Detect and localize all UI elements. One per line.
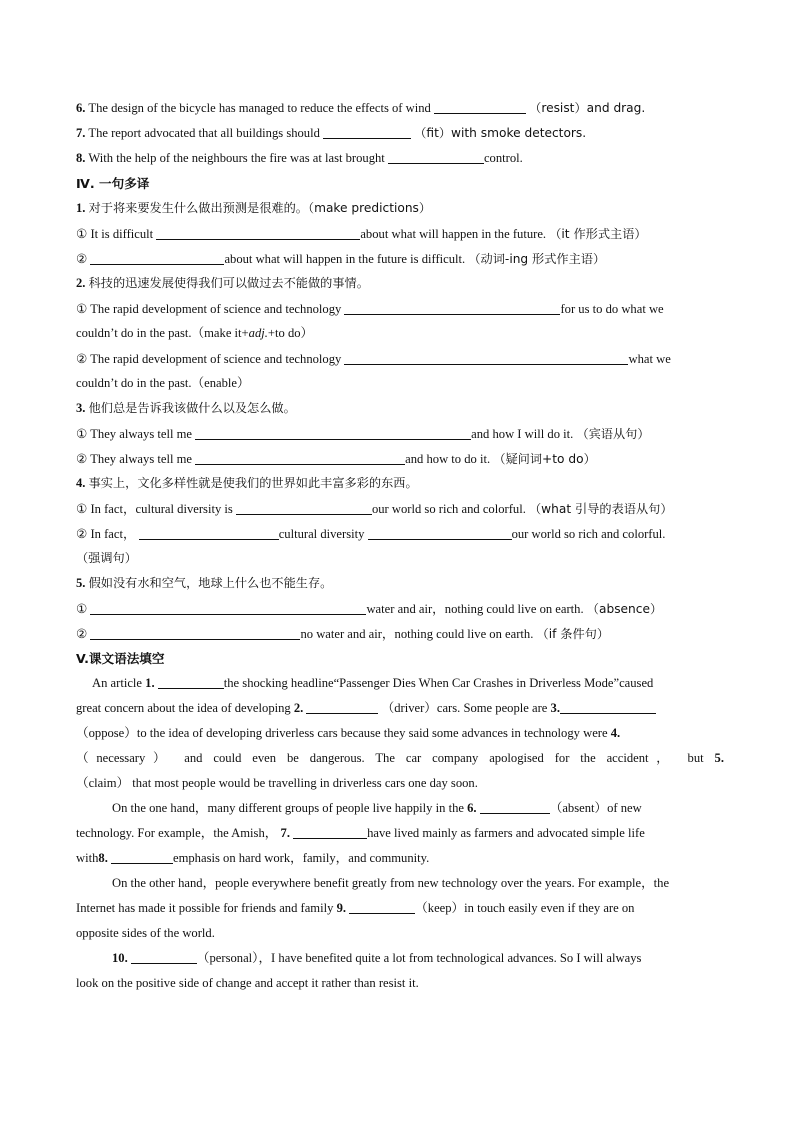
item-number: 5. <box>76 576 86 590</box>
sentence-start: The rapid development of science and technology <box>90 352 342 366</box>
sentence-start: It is difficult <box>90 227 154 241</box>
word-hint: （resist）and drag. <box>529 101 646 115</box>
question-number: 8. <box>76 151 86 165</box>
translation-item-1 <box>76 196 724 221</box>
question-7 <box>76 121 724 146</box>
translation-2-version-1-cont <box>76 321 724 346</box>
sentence-end: our world so rich and colorful. <box>371 502 526 516</box>
question-text: With the help of the neighbours the fire was at last brought <box>88 151 385 165</box>
passage-text: （claim） that most people would be travelling in driverless cars one day soon. <box>76 776 478 790</box>
passage-text: （driver）cars. Some people are <box>381 701 548 715</box>
passage-text: great concern about the idea of developing <box>76 701 291 715</box>
grammar-hint: （what 引导的表语从句） <box>529 502 673 516</box>
passage-text: opposite sides of the world. <box>76 926 215 940</box>
translation-3-version-1 <box>76 421 724 446</box>
item-number: 3. <box>76 401 86 415</box>
sentence-continuation: couldn’t do in the past.（enable） <box>76 376 250 390</box>
passage-p2-line-1 <box>76 796 724 821</box>
translation-1-version-1 <box>76 221 724 246</box>
answer-blank[interactable] <box>293 824 367 839</box>
passage-text: have lived mainly as farmers and advocated simple life <box>367 826 645 840</box>
blank-number: 7. <box>280 826 290 840</box>
passage-text: even <box>252 751 277 765</box>
item-number: 1. <box>76 201 86 215</box>
sentence-end: for us to do what we <box>560 302 664 316</box>
passage-p1-line-1 <box>76 671 724 696</box>
answer-blank[interactable] <box>195 425 471 440</box>
blank-number: 2. <box>293 701 304 715</box>
passage-p2-line-3 <box>76 846 724 871</box>
sentence-end: about what will happen in the future is difficult. <box>224 252 466 266</box>
item-number: 4. <box>76 476 86 490</box>
circled-number: ① <box>76 426 88 441</box>
blank-number: 1. <box>145 676 155 690</box>
passage-text: apologised <box>489 751 544 765</box>
word-hint: （fit）with smoke detectors. <box>414 126 587 140</box>
passage-text: An article <box>92 676 142 690</box>
circled-number: ① <box>76 301 88 316</box>
sentence-end: water and air，nothing could live on earth. <box>366 602 584 616</box>
blank-number: 5. <box>714 751 724 765</box>
translation-5-version-2 <box>76 621 724 646</box>
translation-4-version-2 <box>76 521 724 546</box>
question-text: The design of the bicycle has managed to reduce the effects of wind <box>88 101 431 115</box>
answer-blank[interactable] <box>344 300 560 315</box>
blank-number: 8. <box>98 851 108 865</box>
question-text-end: control. <box>483 151 523 165</box>
question-number: 7. <box>76 126 86 140</box>
grammar-hint: （宾语从句） <box>576 427 650 441</box>
chinese-sentence: 他们总是告诉我该做什么以及怎么做。 <box>88 401 296 415</box>
question-8 <box>76 146 724 171</box>
section-heading-cloze: V.课文语法填空 <box>76 651 165 666</box>
passage-text: company <box>432 751 479 765</box>
translation-1-version-2 <box>76 246 724 271</box>
answer-blank[interactable] <box>306 699 378 714</box>
passage-text: （absent）of new <box>549 801 642 815</box>
answer-blank[interactable] <box>195 450 405 465</box>
answer-blank[interactable] <box>344 350 628 365</box>
passage-text: accident， <box>606 751 677 765</box>
translation-5-version-1 <box>76 596 724 621</box>
passage-text: The <box>375 751 395 765</box>
sentence-end: and how I will do it. <box>471 427 574 441</box>
passage-text: the <box>580 751 596 765</box>
passage-text: with <box>76 851 99 865</box>
blank-number: 9. <box>336 901 347 915</box>
grammar-hint: （it 作形式主语） <box>549 227 647 241</box>
answer-blank[interactable] <box>368 525 512 540</box>
answer-blank[interactable] <box>90 250 224 265</box>
passage-p2-line-2 <box>76 821 724 846</box>
passage-text: technology. For example，the Amish， <box>76 826 278 840</box>
answer-blank[interactable] <box>158 674 224 689</box>
answer-blank[interactable] <box>139 525 279 540</box>
grammar-hint: （强调句） <box>76 551 137 565</box>
passage-text: look on the positive side of change and accept it rather than resist it. <box>76 976 419 990</box>
passage-text: （keep）in touch easily even if they are on <box>415 901 635 915</box>
blank-number: 3. <box>550 701 560 715</box>
passage-text: （necessary） <box>76 751 174 765</box>
passage-text: and <box>184 751 203 765</box>
answer-blank[interactable] <box>388 149 484 164</box>
adj-abbrev: adj. <box>248 326 268 340</box>
answer-blank[interactable] <box>90 625 300 640</box>
worksheet-content <box>76 96 724 996</box>
item-number: 2. <box>76 276 86 290</box>
answer-blank[interactable] <box>236 500 372 515</box>
answer-blank[interactable] <box>90 600 366 615</box>
passage-p1-line-4 <box>76 746 724 771</box>
sentence-end: what we <box>628 352 671 366</box>
answer-blank[interactable] <box>349 899 415 914</box>
question-number: 6. <box>76 101 86 115</box>
passage-text: could <box>213 751 242 765</box>
blank-number: 6. <box>467 801 477 815</box>
sentence-end: about what will happen in the future. <box>360 227 547 241</box>
sentence-start: They always tell me <box>90 427 192 441</box>
answer-blank[interactable] <box>131 949 197 964</box>
passage-text: （oppose）to the idea of developing driverless cars because they said some advances in technology were <box>76 726 608 740</box>
translation-item-3 <box>76 396 724 421</box>
question-text: The report advocated that all buildings should <box>88 126 320 140</box>
passage-p4-line-2 <box>76 971 724 996</box>
translation-item-5 <box>76 571 724 596</box>
translation-2-version-1 <box>76 296 724 321</box>
translation-item-4 <box>76 471 724 496</box>
circled-number: ① <box>76 601 88 616</box>
section-heading-translation: Ⅳ. 一句多译 <box>76 176 150 191</box>
blank-number: 10. <box>112 951 128 965</box>
chinese-sentence: 假如没有水和空气，地球上什么也不能生存。 <box>88 576 333 590</box>
answer-blank[interactable] <box>156 225 360 240</box>
sentence-continuation: couldn’t do in the past.（make it+ <box>76 326 249 340</box>
passage-text: （personal），I have benefited quite a lot from technological advances. So I will always <box>196 951 642 965</box>
passage-text: emphasis on hard work，family，and community. <box>173 851 430 865</box>
circled-number: ① <box>76 501 88 516</box>
passage-text: dangerous. <box>309 751 365 765</box>
sentence-middle: cultural diversity <box>278 527 365 541</box>
circled-number: ② <box>76 351 88 366</box>
passage-text: the shocking headline“Passenger Dies When Car Crashes in Driverless Mode”caused <box>223 676 654 690</box>
chinese-sentence: 科技的迅速发展使得我们可以做过去不能做的事情。 <box>88 276 369 290</box>
passage-text: Internet has made it possible for friends and family <box>76 901 334 915</box>
passage-text: On the one hand，many different groups of people live happily in the <box>112 801 464 815</box>
sentence-start: In fact， <box>90 527 136 541</box>
translation-2-version-2 <box>76 346 724 371</box>
passage-p1-line-3 <box>76 721 724 746</box>
translation-2-version-2-cont <box>76 371 724 396</box>
grammar-hint: （if 条件句） <box>536 627 610 641</box>
circled-number: ② <box>76 451 88 466</box>
chinese-sentence: 事实上，文化多样性就是使我们的世界如此丰富多彩的东西。 <box>88 476 418 490</box>
sentence-start: The rapid development of science and technology <box>90 302 342 316</box>
answer-blank[interactable] <box>111 849 173 864</box>
passage-text: On the other hand，people everywhere benefit greatly from new technology over the years. For example，the <box>112 876 670 890</box>
answer-blank[interactable] <box>434 99 526 114</box>
chinese-sentence: 对于将来要发生什么做出预测是很难的。（make predictions） <box>88 201 432 215</box>
sentence-continuation-end: +to do） <box>267 326 314 340</box>
grammar-hint: （疑问词+to do） <box>493 452 596 466</box>
sentence-start: They always tell me <box>90 452 192 466</box>
sentence-end: and how to do it. <box>405 452 491 466</box>
translation-3-version-2 <box>76 446 724 471</box>
circled-number: ② <box>76 626 88 641</box>
circled-number: ① <box>76 226 88 241</box>
grammar-hint: （动词-ing 形式作主语） <box>468 252 606 266</box>
passage-p3-line-3 <box>76 921 724 946</box>
passage-p1-line-2 <box>76 696 724 721</box>
grammar-hint: （absence） <box>586 602 663 616</box>
passage-p1-line-5 <box>76 771 724 796</box>
passage-text: for <box>554 751 570 765</box>
passage-p4-line-1 <box>76 946 724 971</box>
circled-number: ② <box>76 526 88 541</box>
question-6 <box>76 96 724 121</box>
passage-text: but <box>687 751 704 765</box>
translation-4-version-2-cont <box>76 546 724 571</box>
translation-item-2 <box>76 271 724 296</box>
passage-p3-line-1 <box>76 871 724 896</box>
answer-blank[interactable] <box>323 124 411 139</box>
sentence-end: our world so rich and colorful. <box>511 527 666 541</box>
passage-text: car <box>405 751 422 765</box>
sentence-end: no water and air，nothing could live on earth. <box>300 627 534 641</box>
translation-4-version-1 <box>76 496 724 521</box>
passage-text: be <box>286 751 299 765</box>
sentence-start: In fact，cultural diversity is <box>90 502 233 516</box>
passage-p3-line-2 <box>76 896 724 921</box>
circled-number: ② <box>76 251 88 266</box>
answer-blank[interactable] <box>480 799 550 814</box>
answer-blank[interactable] <box>560 699 656 714</box>
blank-number: 4. <box>610 726 621 740</box>
